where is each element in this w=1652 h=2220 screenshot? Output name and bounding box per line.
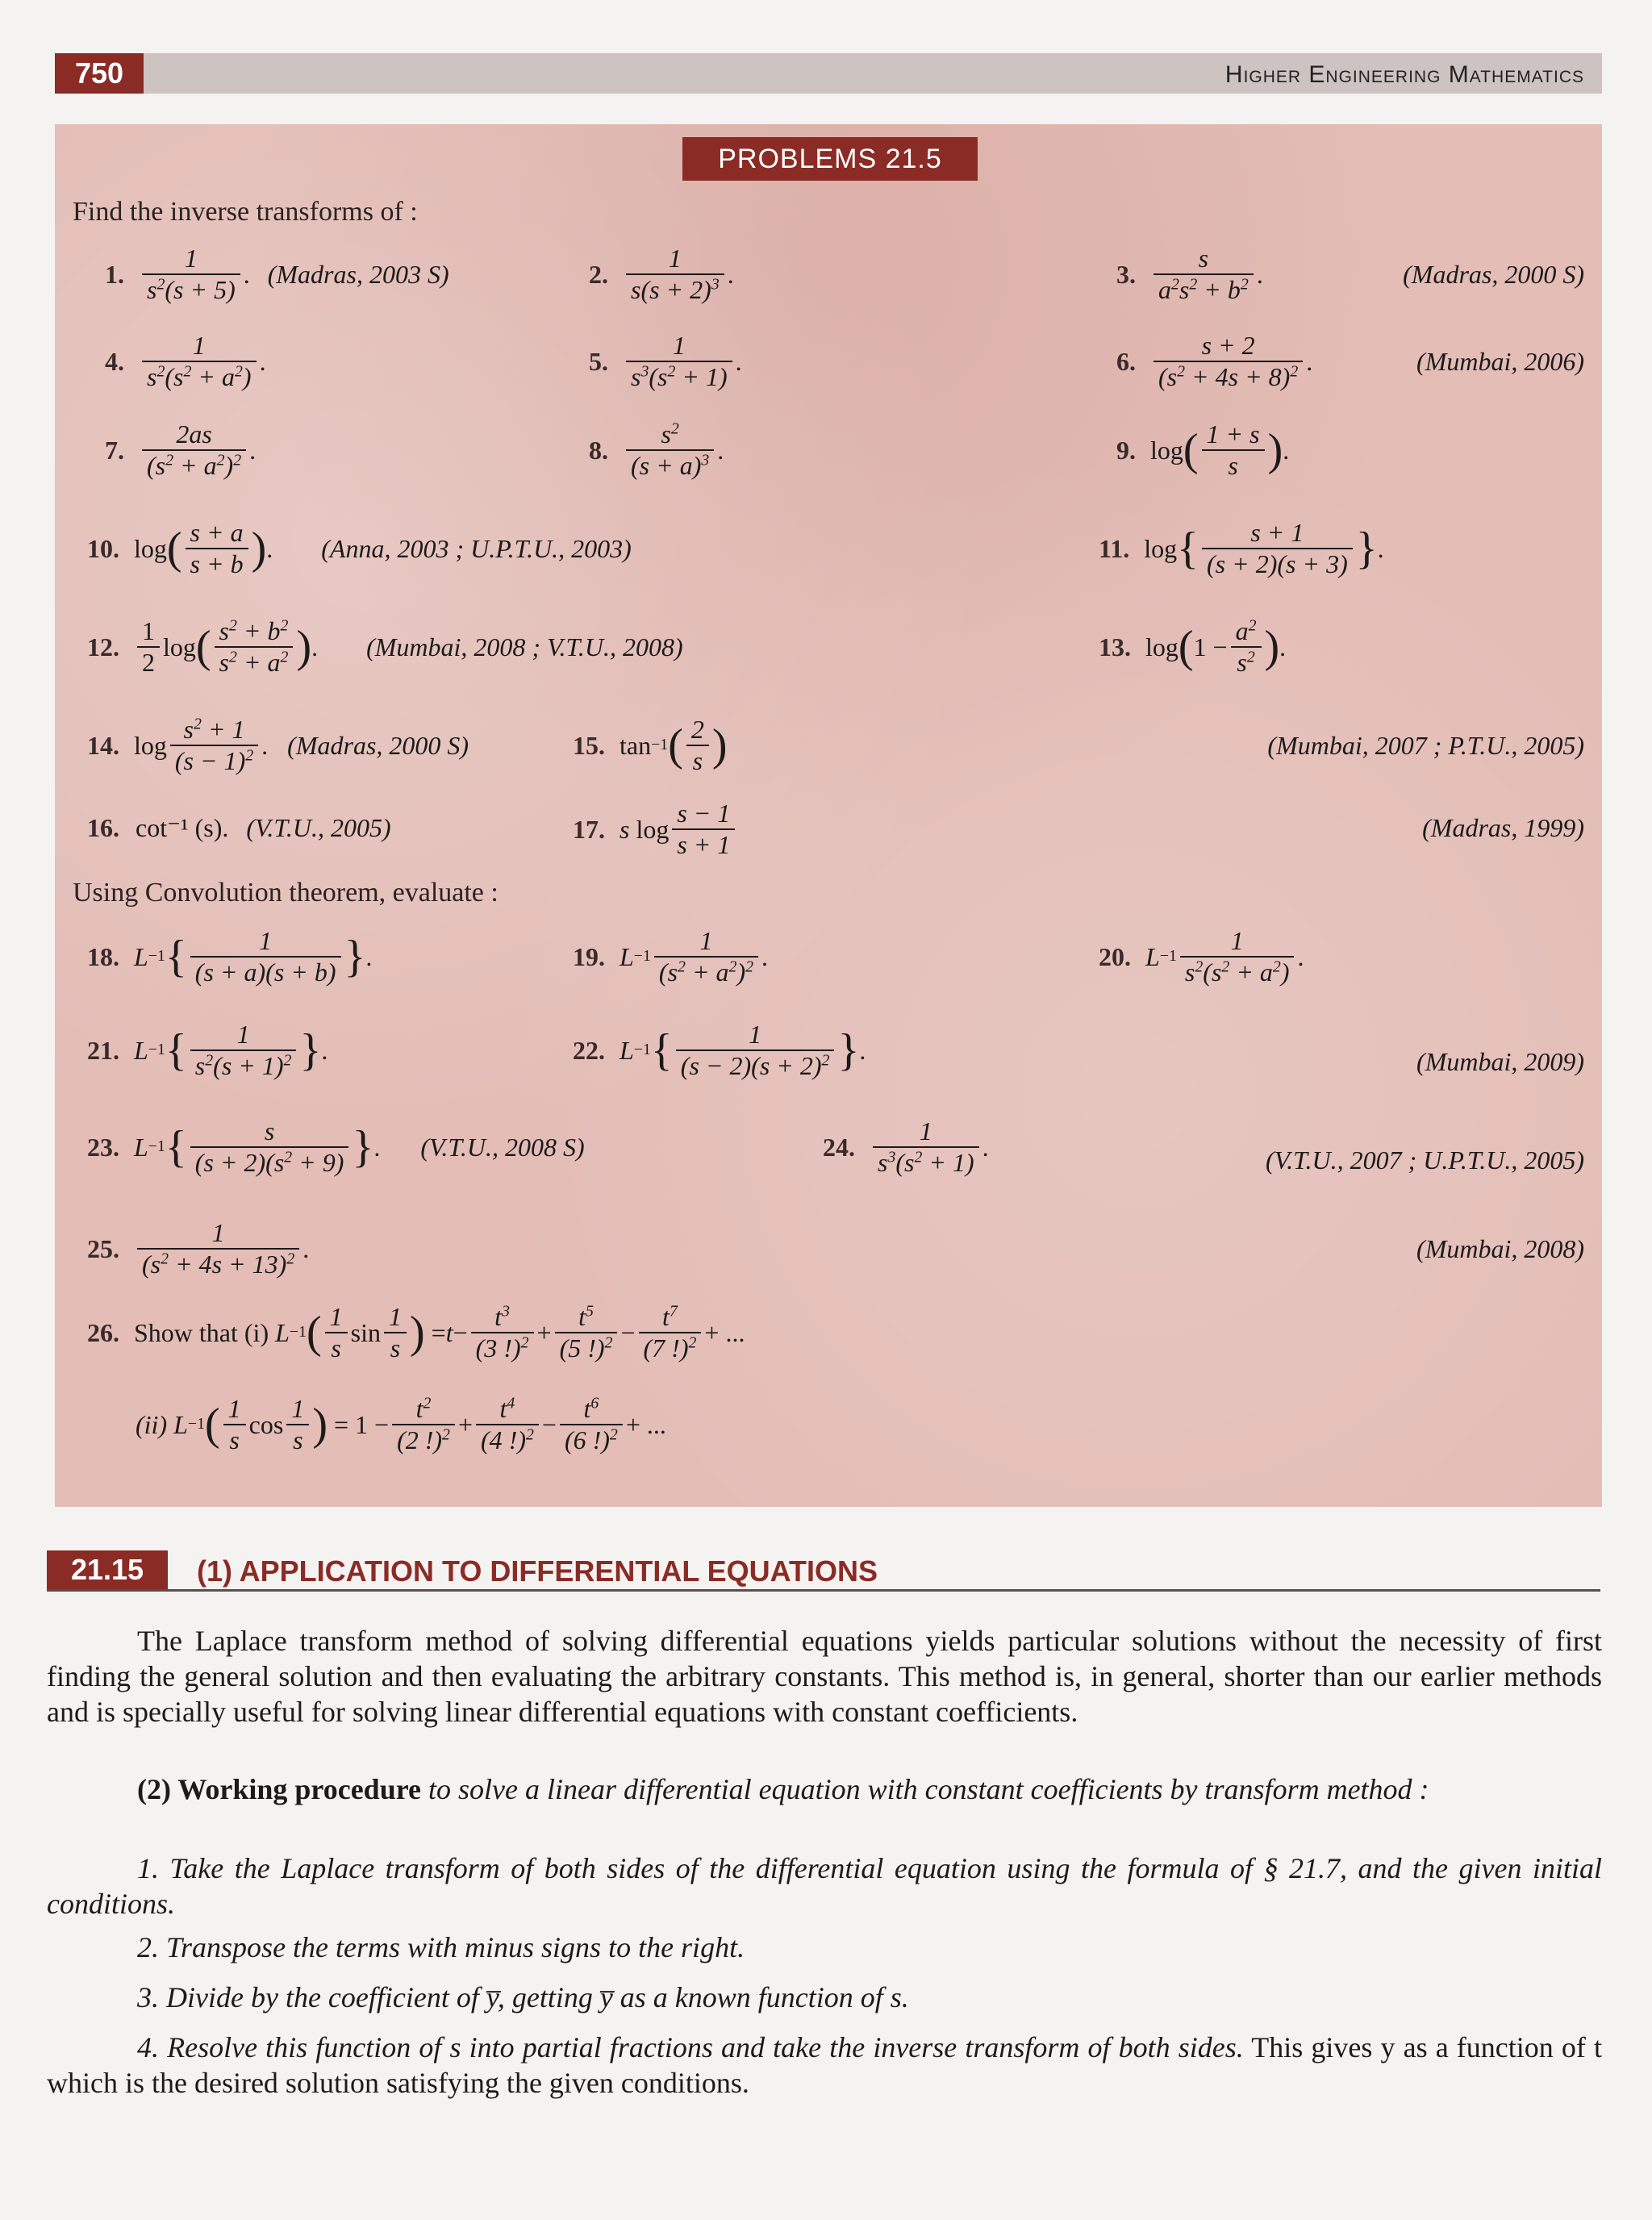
working-procedure-label: (2) Working procedure (137, 1773, 422, 1805)
fraction: $\frac{t^4}{(4 !)^2}$ (476, 1394, 539, 1455)
fraction: $\frac{2}{s}$ (686, 715, 709, 776)
fraction: $\frac{1}{s^2(s + 5)}$ (142, 244, 240, 305)
source-ref: (Madras, 2003 S) (267, 259, 449, 289)
step-3: 3. Divide by the coefficient of y̅, getting y̅ as a known function of s. (137, 1981, 909, 2013)
problem-6: 6. $\frac{s + 2}{(s^2 + 4s + 8)^2}$ . (1116, 331, 1313, 391)
fraction: $\frac{t^6}{(6 !)^2}$ (560, 1394, 623, 1455)
fraction: $\frac{1}{s^2(s + 1)^2}$ (190, 1020, 297, 1081)
step-4-rest: This gives y as a function of t which is the desired solution satisfying the given conditions. (47, 2031, 1602, 2099)
source-ref: (Madras, 2000 S) (1403, 260, 1584, 289)
fraction: $\frac{t^3}{(3 !)^2}$ (471, 1302, 534, 1363)
fraction: $\frac{1}{s(s + 2)^3}$ (626, 244, 724, 305)
problem-23: 23. L −1 { $\frac{s}{(s + 2)(s^2 + 9)}$ } . (V.T.U., 2008 S) (87, 1116, 585, 1177)
problem-24: 24. $\frac{1}{s^3(s^2 + 1)}$ . (823, 1116, 989, 1177)
section-number: 21.15 (47, 1550, 168, 1589)
fraction: $\frac{s}{(s + 2)(s^2 + 9)}$ (190, 1116, 349, 1178)
source-ref: (Mumbai, 2008 ; V.T.U., 2008) (366, 632, 683, 661)
problem-18: 18. L −1 { $\frac{1}{(s + a)(s + b)}$ } . (87, 926, 373, 987)
problem-26-ii: (ii) L −1 ( $\frac{1}{s}$ cos $\frac{1}{s}$ ) = 1 − $\frac{t^2}{(2 !)^2}$ + $\frac{t^4}{(4 !)^2}$ − $\frac{t^6}{(6 !)^2}$ + ... (136, 1394, 666, 1454)
fraction: $\frac{1}{2}$ (137, 616, 160, 678)
problem-9: 9. log ( $\frac{1 + s}{s}$ ) . (1116, 419, 1290, 480)
problem-17: 17. s log $\frac{s - 1}{s + 1}$ (573, 799, 738, 860)
working-procedure-text: to solve a linear differential equation with constant coefficients by transform method : (421, 1773, 1429, 1805)
expression: cot⁻¹ (s). (136, 813, 229, 842)
source-ref: (Mumbai, 2008) (1416, 1234, 1584, 1263)
show-that-label: Show that (i) (134, 1317, 269, 1347)
step-2: 2. Transpose the terms with minus signs to the right. (137, 1931, 745, 1963)
problems-badge: PROBLEMS 21.5 (682, 137, 978, 181)
fraction: $\frac{1}{(s + a)(s + b)}$ (190, 926, 341, 987)
fraction: $\frac{s^2 + 1}{(s - 1)^2}$ (170, 715, 258, 776)
fraction: $\frac{1}{s^2(s^2 + a^2)}$ (1180, 926, 1295, 987)
fraction: $\frac{1}{s}$ (286, 1394, 309, 1455)
problem-7: 7. $\frac{2as}{(s^2 + a^2)^2}$ . (105, 419, 257, 480)
problems-box (55, 124, 1602, 1507)
problem-1: 1. $\frac{1}{s^2(s + 5)}$ . (Madras, 2003 S) (105, 244, 449, 304)
section-title: (1) APPLICATION TO DIFFERENTIAL EQUATIONS (197, 1554, 878, 1588)
source-ref: (V.T.U., 2008 S) (420, 1132, 585, 1162)
fraction: $\frac{t^2}{(2 !)^2}$ (392, 1394, 455, 1455)
problem-2: 2. $\frac{1}{s(s + 2)^3}$ . (589, 244, 734, 304)
problem-8: 8. $\frac{s^2}{(s + a)^3}$ . (589, 419, 724, 480)
fraction: $\frac{s^2}{(s + a)^3}$ (626, 419, 714, 481)
fraction: $\frac{1}{s^3(s^2 + 1)}$ (626, 331, 732, 392)
fraction: $\frac{s^2 + b^2}{s^2 + a^2}$ (215, 616, 294, 678)
working-procedure-paragraph (47, 1771, 1602, 1807)
fraction: $\frac{s + 1}{(s + 2)(s + 3)}$ (1202, 518, 1353, 579)
problem-19: 19. L −1 $\frac{1}{(s^2 + a^2)^2}$ . (573, 926, 769, 987)
fraction: $\frac{1}{s}$ (325, 1302, 348, 1363)
problem-16: 16. cot⁻¹ (s). (V.T.U., 2005) (87, 813, 391, 842)
part-ii-label: (ii) (136, 1409, 168, 1439)
problem-14: 14. log $\frac{s^2 + 1}{(s - 1)^2}$ . (Madras, 2000 S) (87, 715, 469, 775)
problem-15: 15. tan −1 ( $\frac{2}{s}$ ) (573, 715, 728, 775)
page-number: 750 (55, 53, 144, 94)
fraction: $\frac{1}{(s^2 + a^2)^2}$ (654, 926, 758, 987)
intro-paragraph: The Laplace transform method of solving differential equations yields particular solutions without the necessity of first finding the general solution and then evaluating the arbitrary constants. This method is, in general, shorter than our earlier methods and is specially useful for solving linear differential equations with constant coefficients. (47, 1625, 1602, 1728)
source-ref: (Mumbai, 2009) (1416, 1047, 1584, 1076)
fraction: $\frac{1}{s}$ (384, 1302, 407, 1363)
fraction: $\frac{1}{s^3(s^2 + 1)}$ (873, 1116, 979, 1178)
running-header (55, 53, 1602, 94)
source-ref: (V.T.U., 2005) (246, 813, 391, 842)
fraction: $\frac{s + 2}{(s^2 + 4s + 8)^2}$ (1153, 331, 1303, 392)
fraction: $\frac{1}{(s^2 + 4s + 13)^2}$ (137, 1218, 299, 1279)
problems-intro: Find the inverse transforms of : (73, 197, 418, 227)
problem-13: 13. log ( 1 − $\frac{a^2}{s^2}$ ) . (1099, 616, 1287, 677)
fraction: $\frac{t^5}{(5 !)^2}$ (555, 1302, 618, 1363)
source-ref: (V.T.U., 2007 ; U.P.T.U., 2005) (1266, 1145, 1584, 1175)
problem-3: 3. $\frac{s}{a^2s^2 + b^2}$ . (1116, 244, 1263, 304)
problem-12: 12. $\frac{1}{2}$ log ( $\frac{s^2 + b^2}{s^2 + a^2}$ ) . (Mumbai, 2008 ; V.T.U., 2008) (87, 616, 683, 677)
source-ref: (Anna, 2003 ; U.P.T.U., 2003) (321, 533, 632, 563)
step-4-italic: 4. Resolve this function of s into partial fractions and take the inverse transform of both sides. (137, 2031, 1244, 2064)
step-1: 1. Take the Laplace transform of both sides of the differential equation using the formula of § 21.7, and the given initial conditions. (47, 1852, 1602, 1920)
fraction: $\frac{s - 1}{s + 1}$ (672, 799, 735, 860)
fraction: $\frac{1 + s}{s}$ (1202, 419, 1265, 481)
fraction: $\frac{1}{s^2(s^2 + a^2)}$ (142, 331, 257, 392)
step-4 (47, 2030, 1602, 2101)
fraction: $\frac{1}{(s - 2)(s + 2)^2}$ (676, 1020, 835, 1081)
problem-4: 4. $\frac{1}{s^2(s^2 + a^2)}$ . (105, 331, 266, 391)
fraction: $\frac{t^7}{(7 !)^2}$ (639, 1302, 702, 1363)
problem-10: 10. log ( $\frac{s + a}{s + b}$ ) . (Anna, 2003 ; U.P.T.U., 2003) (87, 518, 632, 578)
source-ref: (Madras, 2000 S) (287, 730, 469, 760)
problem-20: 20. L −1 $\frac{1}{s^2(s^2 + a^2)}$ . (1099, 926, 1304, 987)
fraction: $\frac{s + a}{s + b}$ (186, 518, 248, 579)
problem-11: 11. log { $\frac{s + 1}{(s + 2)(s + 3)}$ } . (1099, 518, 1384, 578)
problem-21: 21. L −1 { $\frac{1}{s^2(s + 1)^2}$ } . (87, 1020, 328, 1080)
problem-26-i: 26. Show that (i) L −1 ( $\frac{1}{s}$ sin $\frac{1}{s}$ ) = t − $\frac{t^3}{(3 !)^2}$ + $\frac{t^5}{(5 !)^2}$ − $\frac{t^7}{(7 !)^2}$ + ... (87, 1302, 745, 1362)
fraction: $\frac{a^2}{s^2}$ (1231, 616, 1262, 678)
problem-5: 5. $\frac{1}{s^3(s^2 + 1)}$ . (589, 331, 742, 391)
fraction: $\frac{s}{a^2s^2 + b^2}$ (1153, 244, 1254, 305)
section-heading (47, 1550, 1600, 1592)
problem-25: 25. $\frac{1}{(s^2 + 4s + 13)^2}$ . (87, 1218, 310, 1279)
source-ref: (Mumbai, 2006) (1416, 347, 1584, 376)
problem-22: 22. L −1 { $\frac{1}{(s - 2)(s + 2)^2}$ } . (573, 1020, 866, 1080)
fraction: $\frac{2as}{(s^2 + a^2)^2}$ (142, 419, 246, 481)
fraction: $\frac{1}{s}$ (223, 1394, 246, 1455)
book-title: Higher Engineering Mathematics (1224, 61, 1584, 88)
source-ref: (Madras, 1999) (1422, 813, 1584, 842)
source-ref: (Mumbai, 2007 ; P.T.U., 2005) (1267, 731, 1584, 760)
convolution-intro: Using Convolution theorem, evaluate : (73, 878, 499, 908)
